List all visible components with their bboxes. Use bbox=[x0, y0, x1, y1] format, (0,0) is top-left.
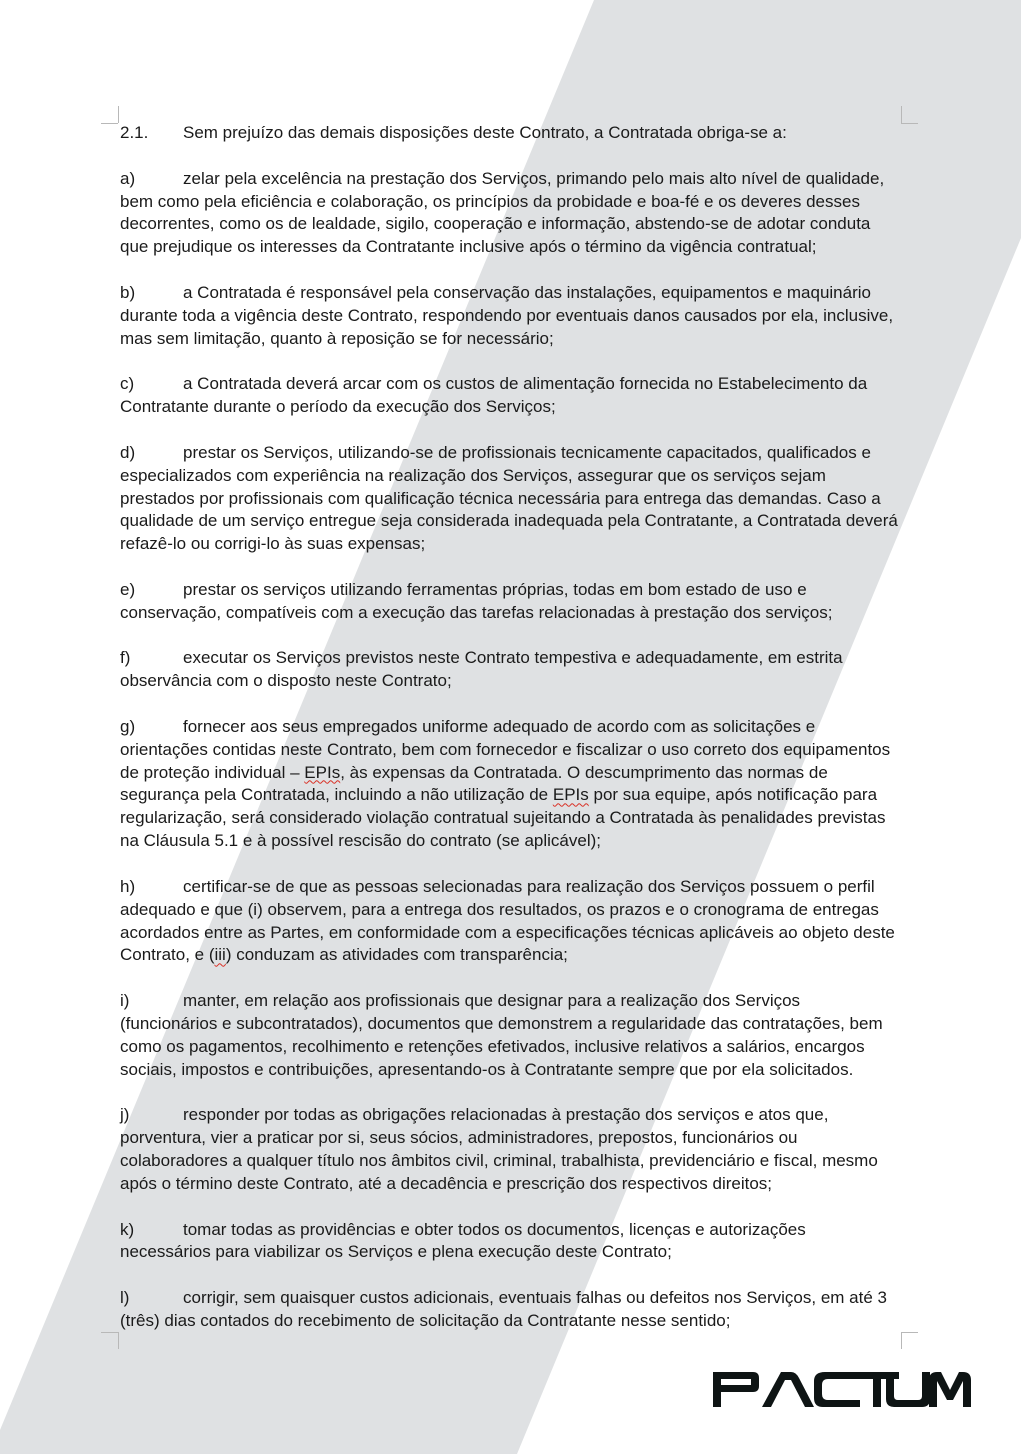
text-line bbox=[120, 1104, 901, 1127]
line-text: a Contratada é responsável pela conservação das instalações, equipamentos e maquinário bbox=[183, 282, 871, 302]
item-label: d) bbox=[120, 442, 136, 462]
obligation-item bbox=[120, 282, 901, 351]
line-text: conservação, compatíveis com a execução das tarefas relacionadas à prestação dos serviços; bbox=[120, 602, 833, 622]
item-label: l) bbox=[120, 1288, 130, 1308]
text-line bbox=[120, 373, 901, 396]
text-line bbox=[120, 876, 901, 899]
section-heading bbox=[120, 122, 901, 145]
text-line bbox=[120, 213, 901, 236]
line-text: Contrato, e (iii) conduzam as atividades com transparência; bbox=[120, 945, 568, 965]
line-text: executar os Serviços previstos neste Contrato tempestiva e adequadamente, em estrita bbox=[183, 648, 843, 668]
text-line bbox=[120, 328, 901, 351]
line-text: prestados por profissionais com qualificação técnica necessária para entrega das demandas. Caso a bbox=[120, 488, 881, 508]
line-text: mas sem limitação, quanto à reposição se for necessário; bbox=[120, 328, 554, 348]
item-label: b) bbox=[120, 282, 136, 302]
text-line bbox=[120, 602, 901, 625]
text-line bbox=[120, 510, 901, 533]
text-line bbox=[120, 716, 901, 739]
text-line bbox=[120, 1287, 901, 1310]
obligation-item bbox=[120, 1104, 901, 1195]
text-line bbox=[120, 1310, 901, 1333]
line-text: bem como pela eficiência e colaboração, os princípios da probidade e boa-fé e os deveres desses bbox=[120, 191, 860, 211]
text-line bbox=[120, 579, 901, 602]
obligation-item bbox=[120, 716, 901, 853]
text-line bbox=[120, 282, 901, 305]
line-text: prestar os Serviços, utilizando-se de profissionais tecnicamente capacitados, qualificados e bbox=[183, 442, 871, 462]
text-line bbox=[120, 305, 901, 328]
text-line bbox=[120, 990, 901, 1013]
text-line bbox=[120, 236, 901, 259]
line-text: orientações contidas neste Contrato, bem com fornecedor e fiscalizar o uso correto dos equipamentos bbox=[120, 739, 891, 759]
text-line bbox=[120, 762, 901, 785]
line-text: como os pagamentos, recolhimento e retenções efetivados, inclusive relativos a salários, encargos bbox=[120, 1036, 865, 1056]
item-label: h) bbox=[120, 876, 136, 896]
line-text: zelar pela excelência na prestação dos Serviços, primando pelo mais alto nível de qualidade, bbox=[183, 168, 885, 188]
pactum-logo bbox=[713, 1372, 971, 1407]
text-line bbox=[120, 168, 901, 191]
line-text: de proteção individual – EPIs, às expensas da Contratada. O descumprimento das normas de bbox=[120, 762, 828, 782]
text-line bbox=[120, 533, 901, 556]
line-text: após o término deste Contrato, até a decadência e prescrição dos respectivos direitos; bbox=[120, 1173, 773, 1193]
line-text: durante toda a vigência deste Contrato, respondendo por eventuais danos causados por ela, inclusive, bbox=[120, 305, 894, 325]
item-label: k) bbox=[120, 1219, 135, 1239]
item-label: c) bbox=[120, 374, 135, 394]
line-text: prestar os serviços utilizando ferramentas próprias, todas em bom estado de uso e bbox=[183, 579, 807, 599]
line-text: observância com o disposto neste Contrato; bbox=[120, 671, 452, 691]
obligation-item bbox=[120, 876, 901, 967]
line-text: certificar-se de que as pessoas selecionadas para realização dos Serviços possuem o perfil bbox=[183, 876, 875, 896]
text-line bbox=[120, 1241, 901, 1264]
spellcheck-flag[interactable]: EPIs bbox=[304, 762, 341, 782]
line-text: na Cláusula 5.1 e à possível rescisão do contrato (se aplicável); bbox=[120, 831, 601, 851]
text-line bbox=[120, 465, 901, 488]
line-text: regularização, será considerado violação contratual sujeitando a Contratada às penalidades previstas bbox=[120, 808, 886, 828]
line-text: necessários para viabilizar os Serviços e plena execução deste Contrato; bbox=[120, 1242, 672, 1262]
text-line bbox=[120, 1173, 901, 1196]
obligation-item bbox=[120, 1287, 901, 1333]
item-label: f) bbox=[120, 648, 131, 668]
document-body[interactable] bbox=[120, 122, 901, 1356]
section-text: Sem prejuízo das demais disposições deste Contrato, a Contratada obriga-se a: bbox=[183, 123, 787, 142]
obligation-item bbox=[120, 647, 901, 693]
line-text: adequado e que (i) observem, para a entrega dos resultados, os prazos e o cronograma de entregas bbox=[120, 899, 879, 919]
line-text: porventura, vier a praticar por si, seus sócios, administradores, prepostos, funcionários ou bbox=[120, 1128, 798, 1148]
line-text: colaboradores a qualquer título nos âmbitos civil, criminal, trabalhista, previdenciário e fiscal, mesmo bbox=[120, 1150, 878, 1170]
text-line bbox=[120, 807, 901, 830]
line-text: (três) dias contados do recebimento de solicitação da Contratante nesse sentido; bbox=[120, 1310, 731, 1330]
line-text: decorrentes, como os de lealdade, sigilo, cooperação e informação, abstendo-se de adotar conduta bbox=[120, 214, 871, 234]
text-line bbox=[120, 1059, 901, 1082]
text-line bbox=[120, 1127, 901, 1150]
text-line bbox=[120, 1219, 901, 1242]
text-line bbox=[120, 899, 901, 922]
item-label: g) bbox=[120, 716, 136, 736]
item-label: e) bbox=[120, 579, 136, 599]
obligation-item bbox=[120, 990, 901, 1081]
text-line bbox=[120, 647, 901, 670]
line-text: qualidade de um serviço entregue seja considerada inadequada pela Contratante, a Contratada deverá bbox=[120, 511, 898, 531]
text-line bbox=[120, 784, 901, 807]
text-line bbox=[120, 191, 901, 214]
line-text: responder por todas as obrigações relacionadas à prestação dos serviços e atos que, bbox=[183, 1105, 829, 1125]
obligation-item bbox=[120, 1219, 901, 1265]
text-line bbox=[120, 944, 901, 967]
text-line bbox=[120, 488, 901, 511]
line-text: (funcionários e subcontratados), documentos que demonstrem a regularidade das contratações, bem bbox=[120, 1013, 883, 1033]
text-line bbox=[120, 1150, 901, 1173]
obligation-item bbox=[120, 373, 901, 419]
item-label: i) bbox=[120, 991, 130, 1011]
spellcheck-flag[interactable]: iii bbox=[214, 945, 226, 965]
text-line bbox=[120, 396, 901, 419]
text-line bbox=[120, 1013, 901, 1036]
text-line bbox=[120, 442, 901, 465]
item-label: j) bbox=[120, 1105, 130, 1125]
line-text: segurança pela Contratada, incluindo a não utilização de EPIs por sua equipe, após notificação para bbox=[120, 785, 878, 805]
line-text: que prejudique os interesses da Contratante inclusive após o término da vigência contratual; bbox=[120, 237, 817, 257]
line-text: corrigir, sem quaisquer custos adicionais, eventuais falhas ou defeitos nos Serviços, em até 3 bbox=[183, 1288, 887, 1308]
obligation-list bbox=[120, 168, 901, 1333]
text-line bbox=[120, 1036, 901, 1059]
spellcheck-flag[interactable]: EPIs bbox=[552, 785, 589, 805]
line-text: especializados com experiência na realização dos Serviços, assegurar que os serviços sejam bbox=[120, 465, 826, 485]
obligation-item bbox=[120, 168, 901, 259]
obligation-item bbox=[120, 579, 901, 625]
obligation-item bbox=[120, 442, 901, 556]
text-line bbox=[120, 922, 901, 945]
item-label: a) bbox=[120, 168, 136, 188]
line-text: refazê-lo ou corrigi-lo às suas expensas; bbox=[120, 534, 426, 554]
line-text: sociais, impostos e contribuições, apresentando-os à Contratante sempre que por ela solicitados. bbox=[120, 1059, 854, 1079]
line-text: Contratante durante o período da execução dos Serviços; bbox=[120, 397, 556, 417]
section-number: 2.1. bbox=[120, 123, 149, 142]
line-text: manter, em relação aos profissionais que designar para a realização dos Serviços bbox=[183, 991, 801, 1011]
text-line bbox=[120, 739, 901, 762]
line-text: a Contratada deverá arcar com os custos de alimentação fornecida no Estabelecimento da bbox=[183, 374, 868, 394]
text-line bbox=[120, 830, 901, 853]
text-line bbox=[120, 670, 901, 693]
line-text: acordados entre as Partes, em conformidade com a especificações técnicas aplicáveis ao objeto deste bbox=[120, 922, 895, 942]
line-text: fornecer aos seus empregados uniforme adequado de acordo com as solicitações e bbox=[183, 716, 816, 736]
line-text: tomar todas as providências e obter todos os documentos, licenças e autorizações bbox=[183, 1219, 806, 1239]
